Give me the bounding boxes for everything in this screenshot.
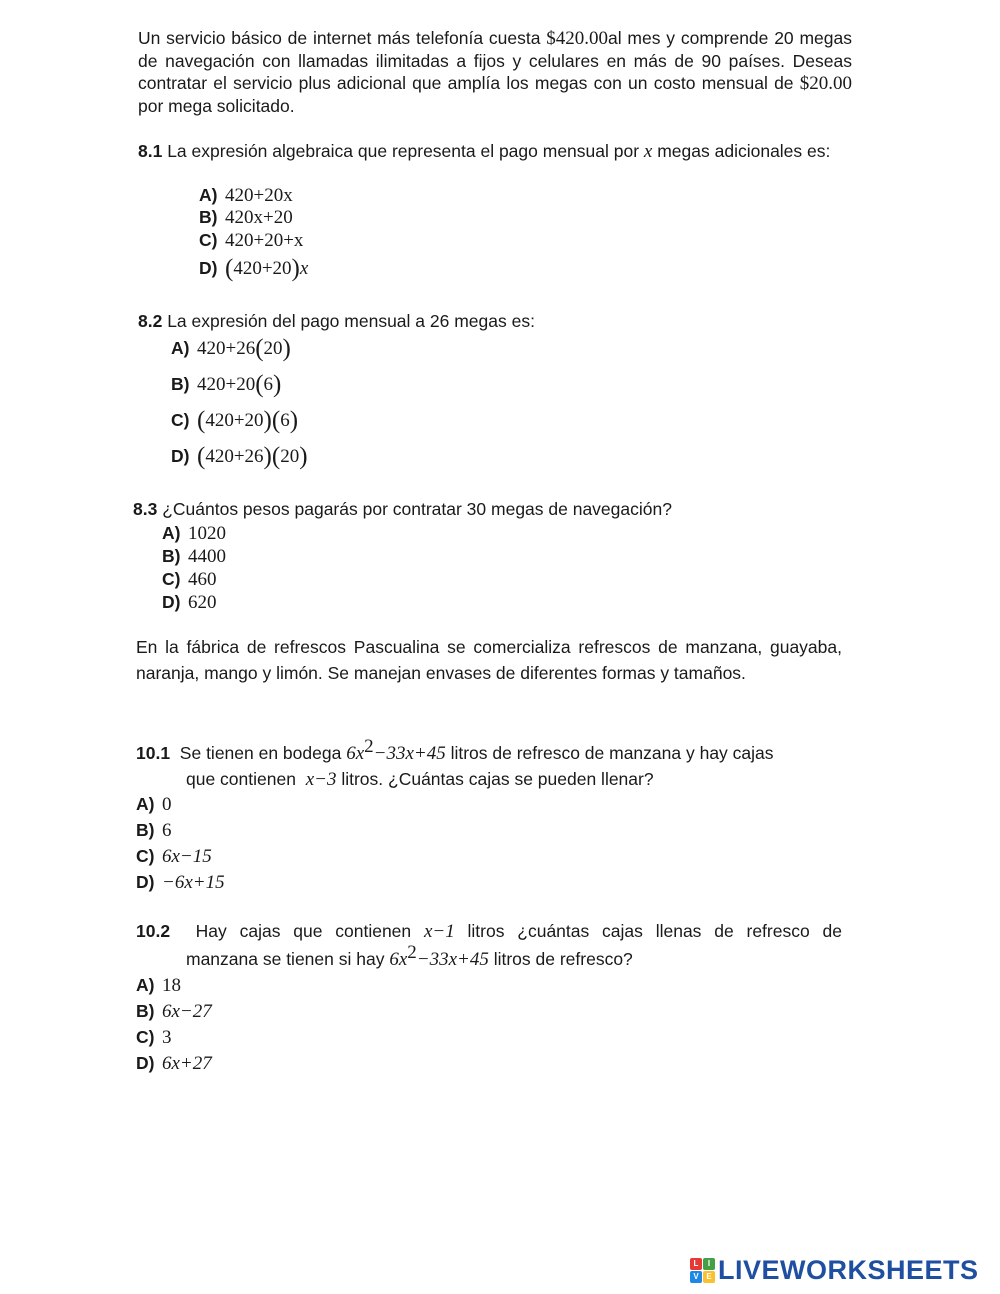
option-10-1-c[interactable]: C) 6x−15 (136, 846, 212, 867)
option-10-2-a[interactable]: A) 18 (136, 975, 181, 996)
question-10-1-line-2: que contienen x−3 litros. ¿Cuántas cajas se pueden llenar? (186, 769, 654, 790)
logo-mark-icon (690, 1258, 715, 1283)
logo-letter: I (703, 1258, 715, 1270)
option-10-1-b[interactable]: B) 6 (136, 820, 172, 841)
option-10-2-d[interactable]: D) 6x+27 (136, 1053, 212, 1074)
option-8-2-c[interactable]: C) (420+20)(6) (171, 407, 299, 434)
question-8-1: 8.1 La expresión algebraica que representa el pago mensual por x megas adicionales es: (138, 141, 831, 162)
option-8-3-c[interactable]: C) 460 (162, 569, 217, 590)
question-8-3: 8.3 ¿Cuántos pesos pagarás por contratar 30 megas de navegación? (133, 499, 672, 519)
logo-text: LIVEWORKSHEETS (718, 1254, 979, 1285)
option-8-1-c[interactable]: C) 420+20+x (199, 230, 304, 251)
option-8-2-a[interactable]: A) 420+26(20) (171, 335, 291, 362)
question-8-2: 8.2 La expresión del pago mensual a 26 megas es: (138, 311, 535, 331)
option-10-1-d[interactable]: D) −6x+15 (136, 872, 225, 893)
option-8-1-d[interactable]: D) (420+20)x (199, 255, 309, 282)
question-10-2-line-2: manzana se tienen si hay $6x^2-33x+45$ litros de refresco? (186, 942, 633, 970)
intro-paragraph-2: En la fábrica de refrescos Pascualina se comercializa refrescos de manzana, guayaba, naranja, mango y limón. Se manejan envases de diferentes formas y tamaños. (136, 637, 842, 683)
option-8-3-d[interactable]: D) 620 (162, 592, 217, 613)
option-10-2-b[interactable]: B) 6x−27 (136, 1001, 212, 1022)
logo-letter: E (703, 1271, 715, 1283)
option-8-1-a[interactable]: A) 420+20x (199, 185, 293, 206)
option-10-2-c[interactable]: C) 3 (136, 1027, 172, 1048)
intro-paragraph-1: Un servicio básico de internet más telefonía cuesta $420.00al mes y comprende 20 megas de navegación con llamadas ilimitadas a fijos y celulares en más de 90 países. Deseas contratar el servicio plus adicional que amplía los megas con un costo mensual de $20.00 por mega solicitado. (138, 28, 852, 116)
option-10-1-a[interactable]: A) 0 (136, 794, 172, 815)
option-8-1-b[interactable]: B) 420x+20 (199, 207, 293, 228)
question-10-1: 10.1 Se tienen en bodega $6x^2-33x+45$ litros de refresco de manzana y hay cajas (136, 736, 774, 764)
option-8-3-a[interactable]: A) 1020 (162, 523, 226, 544)
option-8-2-b[interactable]: B) 420+20(6) (171, 371, 282, 398)
option-8-3-b[interactable]: B) 4400 (162, 546, 226, 567)
question-10-2: 10.2 Hay cajas que contienen x−1 litros ¿cuántas cajas llenas de refresco de (136, 921, 842, 942)
liveworksheets-logo[interactable] (690, 1254, 979, 1286)
logo-letter: V (690, 1271, 702, 1283)
logo-letter: L (690, 1258, 702, 1270)
option-8-2-d[interactable]: D) (420+26)(20) (171, 443, 308, 470)
